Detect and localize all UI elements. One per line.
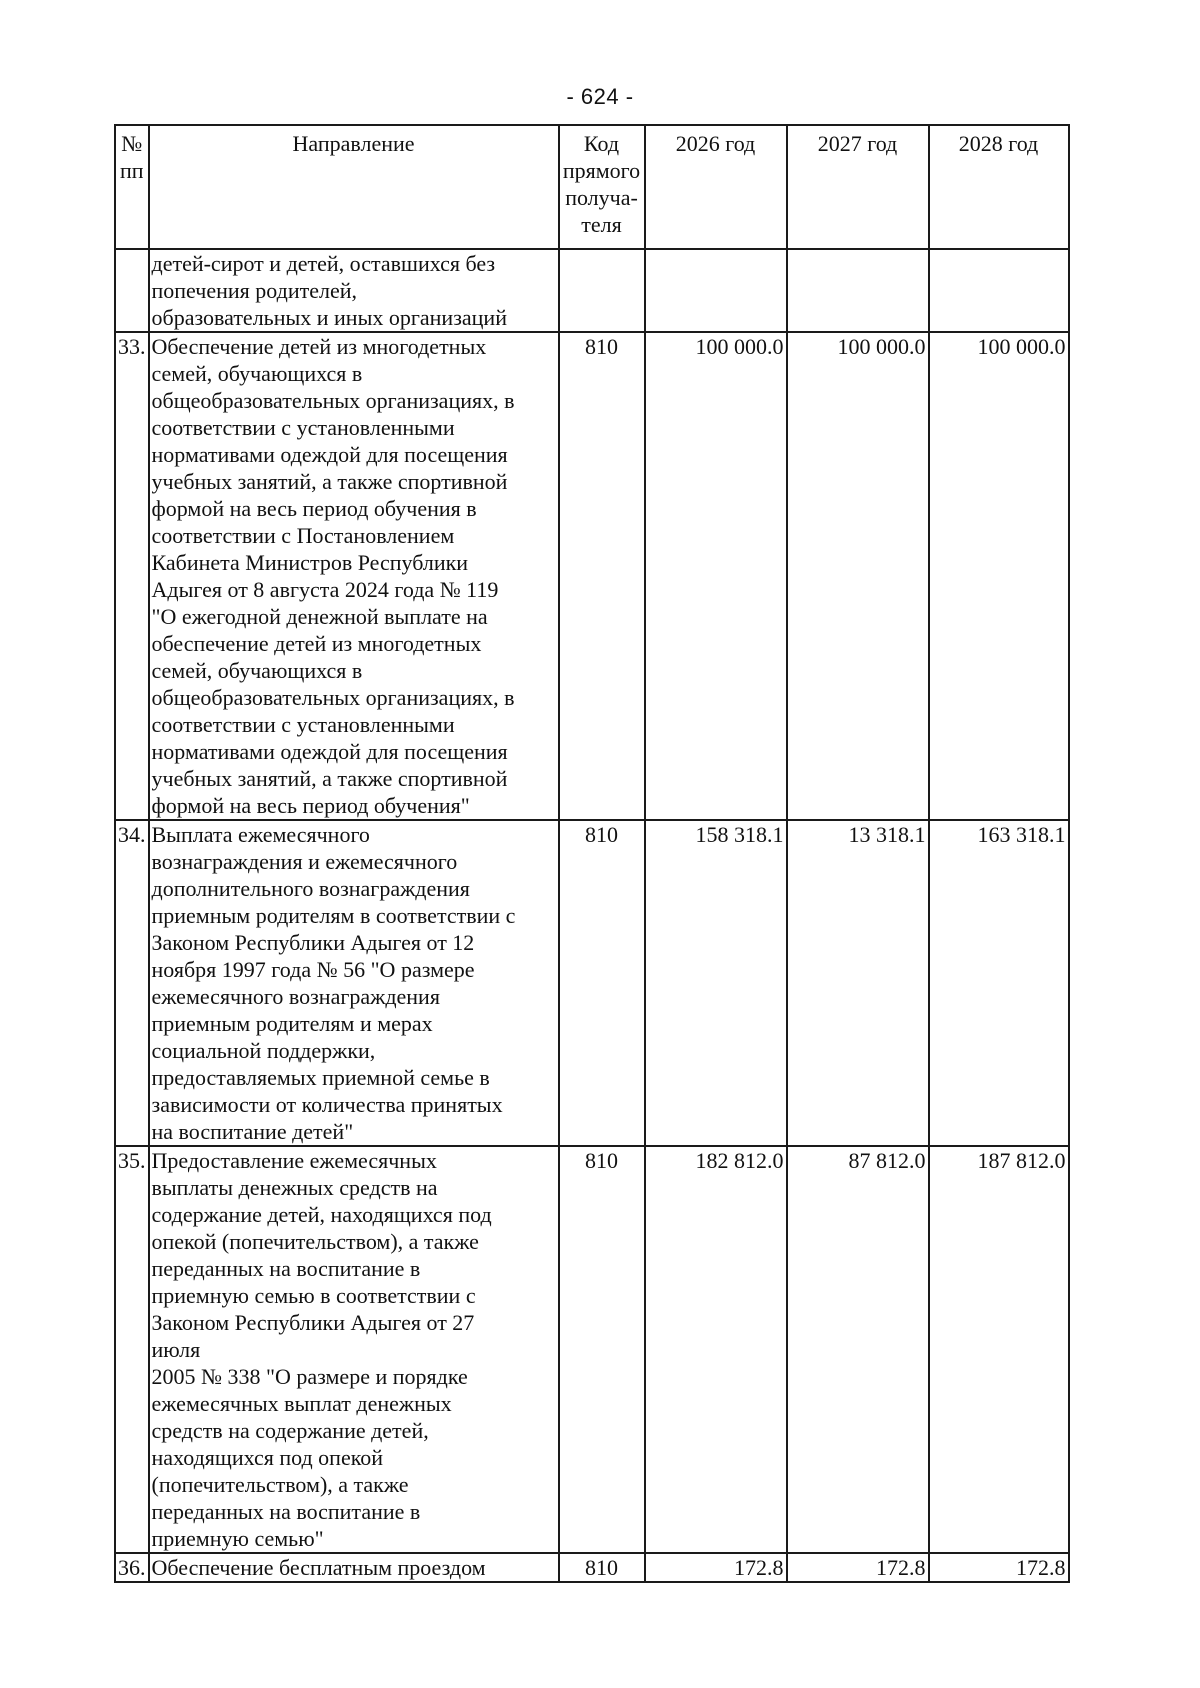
direction-line: Обеспечение бесплатным проездом xyxy=(151,1555,486,1580)
row-code: 810 xyxy=(559,1553,645,1582)
row-num: 36. xyxy=(115,1553,149,1582)
direction-line: формой на весь период обучения в xyxy=(151,496,477,521)
header-2026: 2026 год xyxy=(645,125,787,249)
table-row-continuation xyxy=(115,249,1069,332)
direction-line: ежемесячного вознаграждения xyxy=(151,984,440,1009)
direction-line: соответствии с установленными xyxy=(151,415,455,440)
cont-2027-cell xyxy=(787,249,929,332)
direction-line: Законом Республики Адыгея от 27 xyxy=(151,1310,475,1335)
row-amount-2028: 172.8 xyxy=(929,1553,1069,1582)
row-num: 33. xyxy=(115,332,149,820)
row-direction xyxy=(149,332,559,820)
row-amount-2026: 182 812.0 xyxy=(645,1146,787,1553)
row-code: 810 xyxy=(559,1146,645,1553)
direction-line: Предоставление ежемесячных xyxy=(151,1148,437,1173)
cont-num-cell xyxy=(115,249,149,332)
direction-line: ежемесячных выплат денежных xyxy=(151,1391,452,1416)
table-row-35 xyxy=(115,1146,1069,1553)
row-direction xyxy=(149,1146,559,1553)
direction-line: находящихся под опекой xyxy=(151,1445,384,1470)
direction-line: на воспитание детей" xyxy=(151,1119,354,1144)
direction-line: обеспечение детей из многодетных xyxy=(151,631,482,656)
direction-line: Выплата ежемесячного xyxy=(151,822,370,847)
header-num: № пп xyxy=(115,125,149,249)
direction-line: вознаграждения и ежемесячного xyxy=(151,849,458,874)
header-2027: 2027 год xyxy=(787,125,929,249)
direction-line: нормативами одеждой для посещения xyxy=(151,442,508,467)
direction-line: учебных занятий, а также спортивной xyxy=(151,766,508,791)
direction-line: выплаты денежных средств на xyxy=(151,1175,438,1200)
row-amount-2026: 158 318.1 xyxy=(645,820,787,1146)
direction-line: попечения родителей, xyxy=(151,278,357,303)
direction-line: Обеспечение детей из многодетных xyxy=(151,334,487,359)
direction-line: средств на содержание детей, xyxy=(151,1418,429,1443)
direction-line: приемным родителям в соответствии с xyxy=(151,903,516,928)
direction-line: "О ежегодной денежной выплате на xyxy=(151,604,488,629)
table-row-33 xyxy=(115,332,1069,820)
row-amount-2028: 163 318.1 xyxy=(929,820,1069,1146)
direction-line: переданных на воспитание в xyxy=(151,1499,421,1524)
direction-line: зависимости от количества принятых xyxy=(151,1092,503,1117)
row-amount-2028: 100 000.0 xyxy=(929,332,1069,820)
direction-line: переданных на воспитание в xyxy=(151,1256,421,1281)
cont-direction-cell xyxy=(149,249,559,332)
direction-line: Законом Республики Адыгея от 12 xyxy=(151,930,475,955)
page-number: - 624 - xyxy=(566,84,634,109)
row-num: 35. xyxy=(115,1146,149,1553)
row-direction xyxy=(149,1553,559,1582)
direction-line: приемную семью" xyxy=(151,1526,324,1551)
direction-line: приемную семью в соответствии с xyxy=(151,1283,476,1308)
row-amount-2027: 13 318.1 xyxy=(787,820,929,1146)
direction-line: дополнительного вознаграждения xyxy=(151,876,470,901)
row-num: 34. xyxy=(115,820,149,1146)
row-direction xyxy=(149,820,559,1146)
header-code: Код прямого получа- теля xyxy=(559,125,645,249)
direction-line: соответствии с Постановлением xyxy=(151,523,455,548)
row-code: 810 xyxy=(559,820,645,1146)
direction-line: семей, обучающихся в xyxy=(151,658,363,683)
table-header-row xyxy=(115,125,1069,249)
direction-line: формой на весь период обучения" xyxy=(151,793,470,818)
row-code: 810 xyxy=(559,332,645,820)
direction-line: общеобразовательных организациях, в xyxy=(151,388,515,413)
direction-line: предоставляемых приемной семье в xyxy=(151,1065,490,1090)
cont-2028-cell xyxy=(929,249,1069,332)
table-row-36 xyxy=(115,1553,1069,1582)
row-amount-2028: 187 812.0 xyxy=(929,1146,1069,1553)
direction-line: учебных занятий, а также спортивной xyxy=(151,469,508,494)
row-amount-2027: 100 000.0 xyxy=(787,332,929,820)
row-amount-2026: 172.8 xyxy=(645,1553,787,1582)
direction-line: Кабинета Министров Республики xyxy=(151,550,469,575)
direction-line: общеобразовательных организациях, в xyxy=(151,685,515,710)
direction-line: семей, обучающихся в xyxy=(151,361,363,386)
header-2028: 2028 год xyxy=(929,125,1069,249)
direction-line: 2005 № 338 "О размере и порядке xyxy=(151,1364,468,1389)
budget-table xyxy=(114,124,1070,1583)
direction-line: нормативами одеждой для посещения xyxy=(151,739,508,764)
direction-line: соответствии с установленными xyxy=(151,712,455,737)
table-row-34 xyxy=(115,820,1069,1146)
row-amount-2027: 87 812.0 xyxy=(787,1146,929,1553)
row-amount-2027: 172.8 xyxy=(787,1553,929,1582)
header-direction: Направление xyxy=(149,125,559,249)
direction-line: опекой (попечительством), а также xyxy=(151,1229,479,1254)
cont-2026-cell xyxy=(645,249,787,332)
direction-line: (попечительством), а также xyxy=(151,1472,409,1497)
direction-line: социальной поддержки, xyxy=(151,1038,376,1063)
cont-code-cell xyxy=(559,249,645,332)
direction-line: приемным родителям и мерах xyxy=(151,1011,433,1036)
row-amount-2026: 100 000.0 xyxy=(645,332,787,820)
direction-line: детей-сирот и детей, оставшихся без xyxy=(151,251,496,276)
direction-line: Адыгея от 8 августа 2024 года № 119 xyxy=(151,577,499,602)
direction-line: содержание детей, находящихся под xyxy=(151,1202,492,1227)
direction-line: июля xyxy=(151,1337,201,1362)
direction-line: ноября 1997 года № 56 "О размере xyxy=(151,957,475,982)
direction-line: образовательных и иных организаций xyxy=(151,305,507,330)
